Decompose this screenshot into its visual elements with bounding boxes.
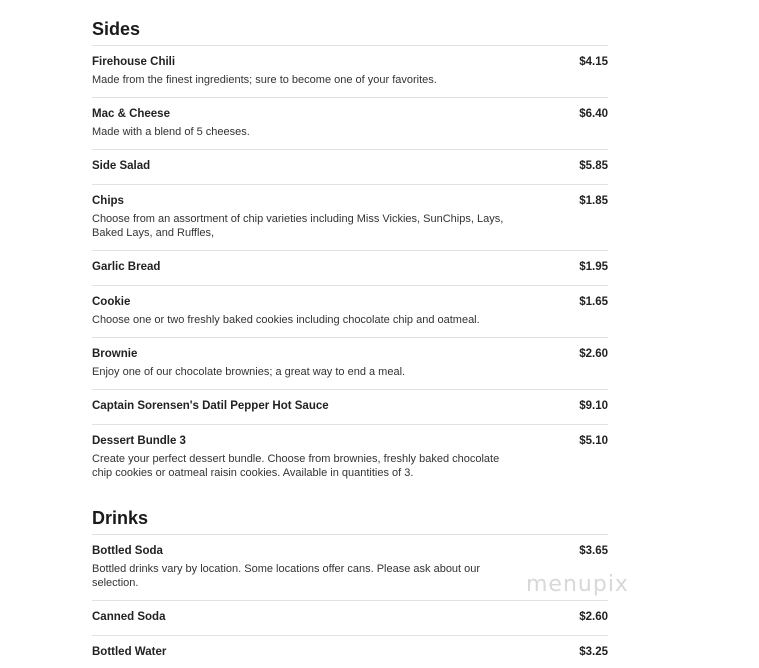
menu-item-hot-sauce[interactable] <box>92 389 608 424</box>
item-description: Bottled drinks vary by location. Some locations offer cans. Please ask about our selection. <box>92 563 481 589</box>
menu-item-mac-and-cheese[interactable] <box>92 97 608 149</box>
item-name: Chips <box>92 195 124 207</box>
menu-item-bottled-water[interactable] <box>92 635 608 668</box>
item-price: $3.65 <box>579 545 608 557</box>
item-name: Garlic Bread <box>92 261 161 273</box>
menu-item-brownie[interactable] <box>92 337 608 389</box>
menu-item-firehouse-chili[interactable] <box>92 45 608 97</box>
menu-item-canned-soda[interactable] <box>92 600 608 635</box>
item-name: Cookie <box>92 296 131 308</box>
item-price: $3.25 <box>579 646 608 658</box>
menu-item-side-salad[interactable] <box>92 149 608 184</box>
item-price: $9.10 <box>579 400 608 412</box>
menu-item-chips[interactable] <box>92 184 608 250</box>
item-description: Made from the finest ingredients; sure to become one of your favorites. <box>92 74 437 86</box>
item-name: Bottled Water <box>92 646 167 658</box>
item-price: $6.40 <box>579 108 608 120</box>
item-price: $2.60 <box>579 611 608 623</box>
section-title-drinks: Drinks <box>92 508 149 528</box>
item-price: $2.60 <box>579 348 608 360</box>
item-name: Side Salad <box>92 160 151 172</box>
item-description: Create your perfect dessert bundle. Choose from brownies, freshly baked chocolate chip cookies or oatmeal raisin cookies. Available in quantities of 3. <box>92 453 500 479</box>
item-description: Choose from an assortment of chip varieties including Miss Vickies, SunChips, Lays, Baked Lays, and Ruffles, <box>92 213 504 239</box>
item-name: Canned Soda <box>92 611 166 623</box>
item-price: $1.65 <box>579 296 608 308</box>
item-price: $5.85 <box>579 160 608 172</box>
item-name: Mac & Cheese <box>92 108 170 120</box>
menu-item-garlic-bread[interactable] <box>92 250 608 285</box>
menupix-watermark: menupix <box>526 572 629 597</box>
item-name: Brownie <box>92 348 138 360</box>
item-price: $4.15 <box>579 56 608 68</box>
item-description: Choose one or two freshly baked cookies including chocolate chip and oatmeal. <box>92 314 480 326</box>
item-price: $1.95 <box>579 261 608 273</box>
section-title-sides: Sides <box>92 19 141 39</box>
item-name: Firehouse Chili <box>92 56 176 68</box>
item-price: $1.85 <box>579 195 608 207</box>
item-name: Dessert Bundle 3 <box>92 435 186 447</box>
menu-list <box>92 15 608 668</box>
menu-item-cookie[interactable] <box>92 285 608 337</box>
item-description: Enjoy one of our chocolate brownies; a great way to end a meal. <box>92 366 406 378</box>
menu-item-dessert-bundle-3[interactable] <box>92 424 608 490</box>
item-name: Captain Sorensen's Datil Pepper Hot Sauce <box>92 400 329 412</box>
item-description: Made with a blend of 5 cheeses. <box>92 126 250 138</box>
item-price: $5.10 <box>579 435 608 447</box>
item-name: Bottled Soda <box>92 545 163 557</box>
